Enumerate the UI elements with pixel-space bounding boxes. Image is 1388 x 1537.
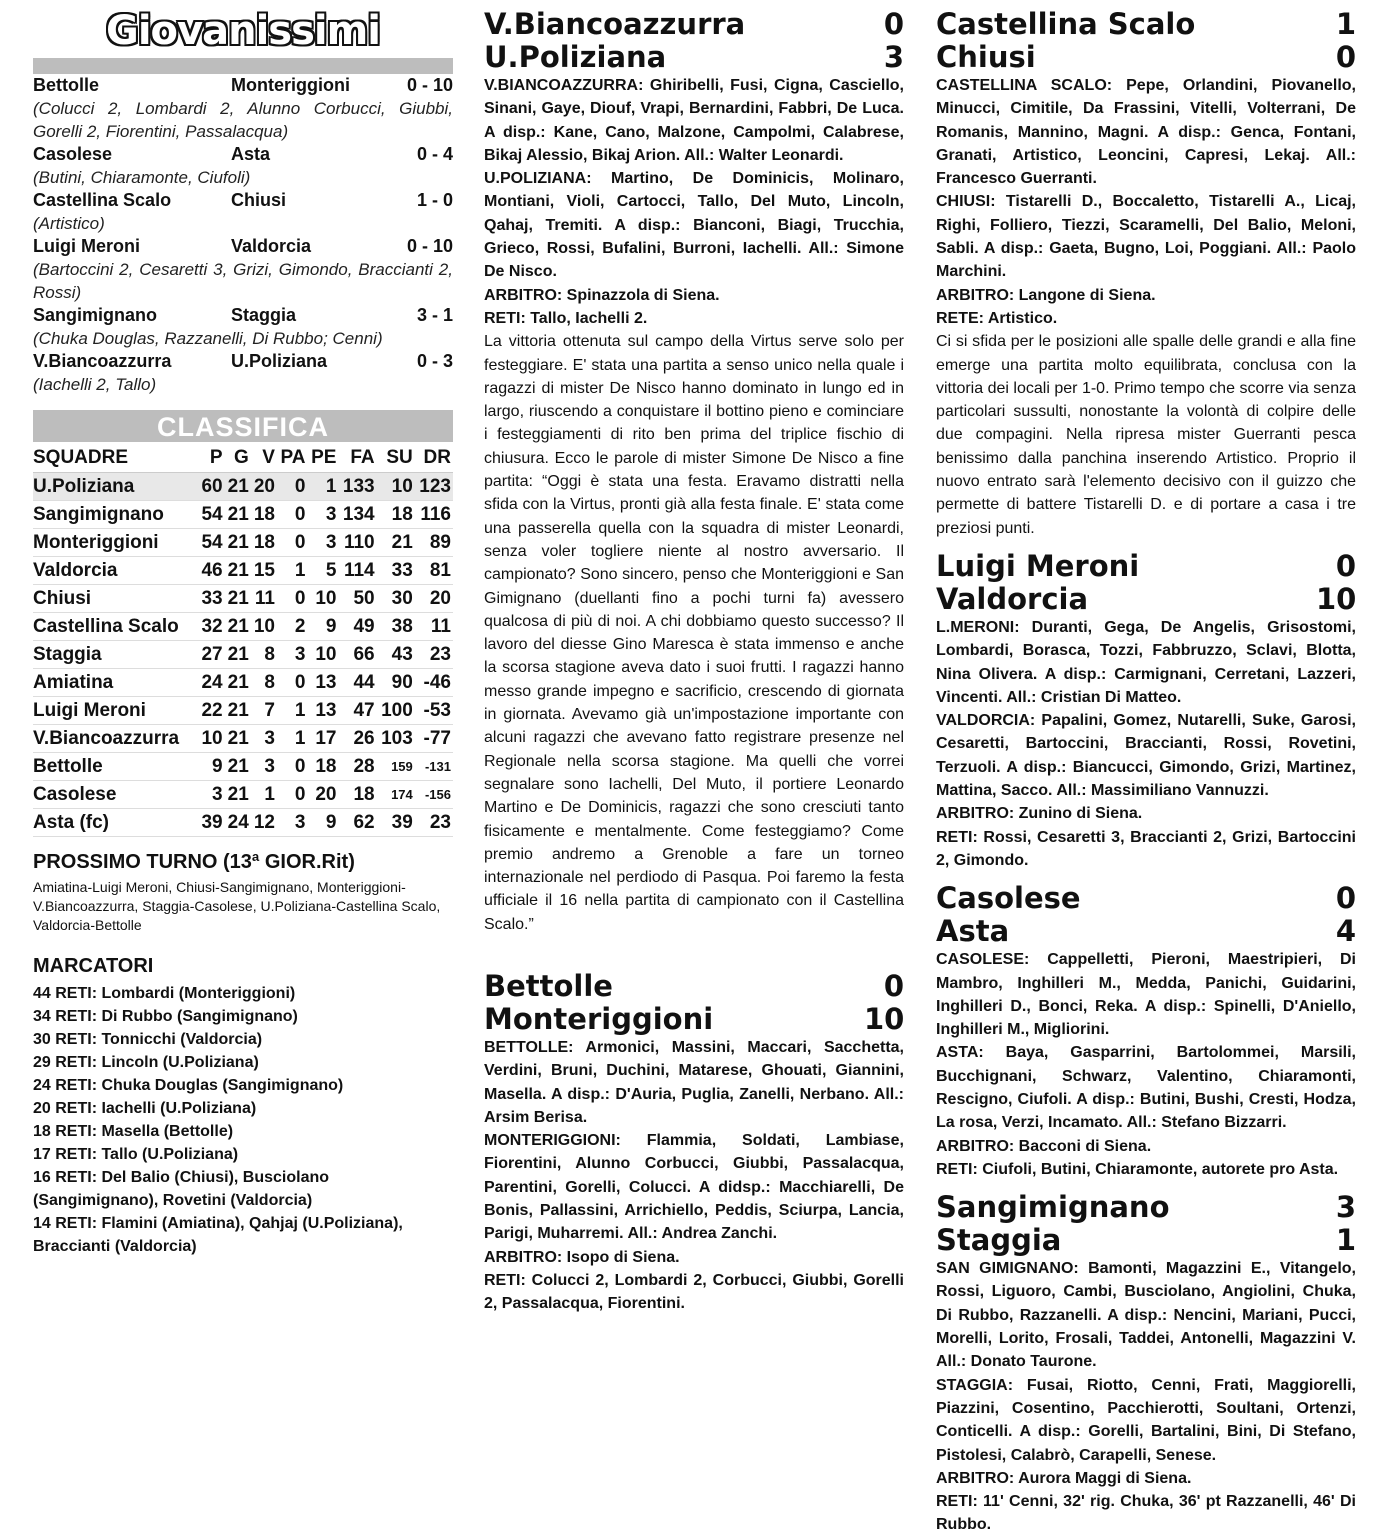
stat-cell: 110 — [338, 529, 376, 557]
stat-cell: 0 — [277, 585, 308, 613]
table-row — [33, 753, 453, 781]
team-name: Amiatina — [33, 669, 198, 697]
report-text: La vittoria ottenuta sul campo della Virtus serve solo per festeggiare. E' stata una partita a senso unico nella quale i ragazzi di mister De Nisco hanno dominato in lungo ed in largo, riuscendo a conquistare il bottino pieno e cominciare i festeggiamenti di rito ben prima del triplice fischio di chiusura. Ecco le parole di mister Simone De Nisco a fine partita: “Oggi è stata una festa. Eravamo distratti nella sfida con la Virtus, pronti già alla festa finale. E' stata come una passerella quella con la squadra di mister Leonardi, senza voler togliere niente al nostro avversario. Il campionato? Sono sincero, penso che Monteriggioni e San Gimignano (duellanti fino a pochi turni fa) avessero qualcosa di più di noi. A chi dobbiamo questo successo? Il lavoro del diesse Gino Maresca è stata immenso e anche la scorsa stagione aveva dato i suoi frutti. I ragazzi hanno messo grande impegno e sacrificio, crescendo di giornata in giornata. Avevamo già un'impostazione importante con alcuni ragazzi che avevano fatto registrare presenze nel Regionale nella scorsa stagione. Ma quelli che vorrei segnalare sono Iachelli, Del Muto, il portiere Leonardo Martino e De Dominicis, ragazzi che sono cresciuti tanto fisicamente e mentalmente. Come festeggiamo? Come premio andremo a Grenoble a fare un torneo internazionale nel perdiodo di Pasqua. Poi faremo la festa ufficiale il 16 nella partita di campionato con il Castellina Scalo.” — [484, 333, 904, 933]
team-name: Valdorcia — [33, 557, 198, 585]
home-goals: 0 — [883, 7, 904, 41]
lineup-home: SAN GIMIGNANO: Bamonti, Magazzini E., Vitangelo, Rossi, Liguoro, Cambi, Busciolano, Angiolini, Chuka, Di Rubbo, Razzanelli. A disp.: Nencini, Mariani, Pucci, Morelli, Lorito, Frosali, Taddei, Antonelli, Magazzini V. All.: Donato Taurone. — [936, 1260, 1356, 1371]
stat-cell: -156 — [415, 781, 453, 809]
stat-cell: 2 — [277, 613, 308, 641]
stat-cell: 0 — [277, 473, 308, 501]
team-name: Castellina Scalo — [33, 613, 198, 641]
stat-cell: 54 — [198, 529, 224, 557]
lineup-home: CASOLESE: Cappelletti, Pieroni, Maestripieri, Di Mambro, Inghilleri M., Medda, Panichi, Guidarini, Inghilleri D., Bonci, Reka. A disp.: Spinelli, D'Aniello, Inghilleri M., Migliorini. — [936, 951, 1356, 1039]
stat-cell: 0 — [277, 669, 308, 697]
score: 3 - 1 — [416, 305, 453, 325]
stat-cell: 18 — [338, 781, 376, 809]
list-item: 17 RETI: Tallo (U.Poliziana) — [33, 1146, 239, 1163]
score: 1 - 0 — [416, 190, 453, 210]
match-home-row — [936, 550, 1356, 583]
match-report — [936, 550, 1356, 872]
table-row — [33, 641, 453, 669]
stat-cell: 3 — [308, 501, 339, 529]
stat-cell: 10 — [308, 585, 339, 613]
left-column — [33, 8, 453, 1258]
stat-cell: 44 — [338, 669, 376, 697]
result-item — [33, 74, 453, 143]
scorers: (Bartoccini 2, Cesaretti 3, Grizi, Gimondo, Braccianti 2, Rossi) — [33, 260, 453, 302]
goals: RETI: 11' Cenni, 32' rig. Chuka, 36' pt Razzanelli, 46' Di Rubbo. — [936, 1493, 1356, 1534]
home-team: Casolese — [33, 144, 113, 164]
score: 0 - 3 — [416, 351, 453, 371]
home-team: V.Biancoazzurra — [33, 351, 172, 371]
stat-cell: 21 — [225, 529, 251, 557]
match-home-row — [936, 1191, 1356, 1224]
away-team: Monteriggioni — [231, 75, 350, 95]
standings-title: CLASSIFICA — [33, 410, 453, 442]
stat-cell: 18 — [251, 529, 277, 557]
stat-cell: 21 — [225, 585, 251, 613]
table-row — [33, 781, 453, 809]
scorers: (Chuka Douglas, Razzanelli, Di Rubbo; Cenni) — [33, 329, 383, 348]
stat-cell: 114 — [338, 557, 376, 585]
home-team: Luigi Meroni — [33, 236, 140, 256]
stat-cell: 13 — [308, 669, 339, 697]
home-team: Sangimignano — [936, 1190, 1170, 1225]
stat-cell: 3 — [277, 809, 308, 837]
lineup-home: CASTELLINA SCALO: Pepe, Orlandini, Piovanello, Minucci, Cimitile, Da Frassini, Vitelli, Volterrani, De Romanis, Mannino, Magni. A disp.: Genca, Fontani, Granati, Artistico, Leoncini, Capresi, Lekaj. All.: Francesco Guerranti. — [936, 77, 1356, 188]
stat-cell: 47 — [338, 697, 376, 725]
stat-cell: 50 — [338, 585, 376, 613]
col-header: PA — [277, 444, 308, 473]
list-item: 16 RETI: Del Balio (Chiusi), Busciolano (Sangimignano), Rovetini (Valdorcia) — [33, 1169, 330, 1209]
team-name: V.Biancoazzurra — [33, 725, 198, 753]
away-team: Staggia — [231, 305, 297, 325]
away-team: Valdorcia — [936, 581, 1089, 616]
table-row — [33, 473, 453, 501]
stat-cell: 49 — [338, 613, 376, 641]
stat-cell: 21 — [225, 613, 251, 641]
col-header: G — [225, 444, 251, 473]
goals: RETI: Colucci 2, Lombardi 2, Corbucci, Giubbi, Gorelli 2, Passalacqua, Fiorentini. — [484, 1271, 904, 1313]
col-header: PE — [308, 444, 339, 473]
stat-cell: 46 — [198, 557, 224, 585]
stat-cell: 33 — [198, 585, 224, 613]
stat-cell: 66 — [338, 641, 376, 669]
team-name: Bettolle — [33, 753, 198, 781]
stat-cell: 23 — [415, 809, 453, 837]
scorers: (Iachelli 2, Tallo) — [33, 375, 157, 394]
col-header: SU — [377, 444, 415, 473]
team-name: U.Poliziana — [33, 473, 198, 501]
referee: ARBITRO: Langone di Siena. — [936, 286, 1156, 304]
away-team: Asta — [936, 914, 1010, 949]
result-item — [33, 143, 453, 189]
away-team: U.Poliziana — [231, 351, 328, 371]
stat-cell: 3 — [198, 781, 224, 809]
stat-cell: 9 — [198, 753, 224, 781]
match-report — [936, 882, 1356, 1181]
match-away-row — [936, 1224, 1356, 1257]
stat-cell: 134 — [338, 501, 376, 529]
list-item: 44 RETI: Lombardi (Monteriggioni) — [33, 985, 296, 1002]
away-team: U.Poliziana — [484, 40, 667, 74]
lineup-away: MONTERIGGIONI: Flammia, Soldati, Lambiase, Fiorentini, Alunno Corbucci, Giubbi, Passalacqua, Parentini, Gorelli, Colucci. A didsp.: Macchiarelli, De Bonis, Pallassini, Arrichiello, Peddis, Sciurpa, Lancia, Parigi, Muharremi. All.: Andrea Zanchi. — [484, 1132, 904, 1243]
stat-cell: -53 — [415, 697, 453, 725]
home-team: Castellina Scalo — [33, 190, 172, 210]
stat-cell: 32 — [198, 613, 224, 641]
stat-cell: 8 — [251, 641, 277, 669]
stat-cell: 20 — [251, 473, 277, 501]
stat-cell: 10 — [308, 641, 339, 669]
stat-cell: 15 — [251, 557, 277, 585]
stat-cell: 90 — [377, 669, 415, 697]
match-away-row — [484, 41, 904, 74]
stat-cell: 100 — [377, 697, 415, 725]
away-team: Monteriggioni — [484, 1001, 714, 1036]
away-team: Chiusi — [936, 40, 1036, 74]
result-item — [33, 189, 453, 235]
stat-cell: 0 — [277, 529, 308, 557]
stat-cell: 20 — [415, 585, 453, 613]
list-item: 14 RETI: Flamini (Amiatina), Qahjaj (U.Poliziana), Braccianti (Valdorcia) — [33, 1215, 403, 1255]
stat-cell: 103 — [377, 725, 415, 753]
stat-cell: -46 — [415, 669, 453, 697]
stat-cell: 54 — [198, 501, 224, 529]
middle-column — [484, 8, 904, 1316]
table-row — [33, 725, 453, 753]
stat-cell: 20 — [308, 781, 339, 809]
match-away-row — [936, 41, 1356, 74]
stat-cell: 39 — [198, 809, 224, 837]
scorers-list — [33, 982, 453, 1258]
away-team: Valdorcia — [231, 236, 312, 256]
results-list — [33, 74, 453, 396]
lineup-away: VALDORCIA: Papalini, Gomez, Nutarelli, Suke, Garosi, Cesaretti, Bartoccini, Braccianti, Rossi, Rovetini, Terzuoli. A disp.: Biancucci, Gimondo, Grizi, Martinez, Mattina, Sacco. All.: Massimiliano Vannuzzi. — [936, 712, 1356, 800]
home-team: Luigi Meroni — [936, 548, 1140, 583]
stat-cell: 22 — [198, 697, 224, 725]
referee: ARBITRO: Spinazzola di Siena. — [484, 286, 720, 304]
stat-cell: 3 — [277, 641, 308, 669]
stat-cell: 11 — [415, 613, 453, 641]
stat-cell: 1 — [308, 473, 339, 501]
lineup-away: U.POLIZIANA: Martino, De Dominicis, Molinaro, Montiani, Violi, Cartocci, Tallo, Del Muto, Lincoln, Qahaj, Tremiti. A disp.: Bianconi, Biagi, Trucchia, Grieco, Rossi, Bufalini, Burroni, Iachelli. All.: Simone De Nisco. — [484, 170, 904, 281]
stat-cell: 12 — [251, 809, 277, 837]
stat-cell: 9 — [308, 613, 339, 641]
stat-cell: 21 — [377, 529, 415, 557]
away-goals: 1 — [1335, 1223, 1356, 1258]
home-team: Casolese — [936, 881, 1081, 916]
stat-cell: 21 — [225, 641, 251, 669]
away-goals: 0 — [1335, 40, 1356, 74]
lineup-away: STAGGIA: Fusai, Riotto, Cenni, Frati, Maggiorelli, Piazzini, Cosentino, Pacchierotti, Soultani, Ortenzi, Conticelli. A disp.: Gorelli, Bartalini, Bini, Di Stefano, Pistolesi, Calabrò, Carapelli, Senese. — [936, 1376, 1356, 1464]
away-goals: 4 — [1335, 914, 1356, 949]
list-item: 24 RETI: Chuka Douglas (Sangimignano) — [33, 1077, 344, 1094]
stat-cell: 5 — [308, 557, 339, 585]
standings-header-row — [33, 444, 453, 473]
team-name: Asta (fc) — [33, 809, 198, 837]
away-goals: 3 — [883, 40, 904, 74]
home-goals: 0 — [883, 968, 904, 1003]
away-team: Staggia — [936, 1223, 1062, 1258]
stat-cell: 174 — [377, 781, 415, 809]
match-away-row — [936, 915, 1356, 948]
lineup-home: BETTOLLE: Armonici, Massini, Maccari, Sacchetta, Verdini, Bruni, Duchini, Matarese, Ghouati, Giannini, Masella. A disp.: D'Auria, Puglia, Zanelli, Nerbano. All.: Arsim Berisa. — [484, 1038, 904, 1126]
stat-cell: 123 — [415, 473, 453, 501]
result-item — [33, 350, 453, 396]
stat-cell: 11 — [251, 585, 277, 613]
scorers: (Butini, Chiaramonte, Ciufoli) — [33, 168, 251, 187]
stat-cell: 38 — [377, 613, 415, 641]
match-report — [484, 970, 904, 1316]
match-away-row — [484, 1003, 904, 1036]
table-row — [33, 529, 453, 557]
lineup-home: V.BIANCOAZZURRA: Ghiribelli, Fusi, Cigna, Casciello, Sinani, Gaye, Diouf, Vrapi, Bernardini, Fabbri, De Luca. A disp.: Kane, Cano, Malzone, Campolmi, Calabrese, Bikaj Alessio, Bikaj Arion. All.: Walter Leonardi. — [484, 77, 904, 164]
standings-table — [33, 444, 453, 837]
stat-cell: 21 — [225, 781, 251, 809]
stat-cell: -77 — [415, 725, 453, 753]
report-text: Ci si sfida per le posizioni alle spalle delle grandi e alla fine emerge una partita molto equilibrata, conclusa con la vittoria dei locali per 1-0. Primo tempo che scorre via senza particolari sussulti, nonostante la volontà di colpire delle due compagini. Nella ripresa mister Guerranti pesca benissimo dalla panchina inserendo Artistico. Proprio il nuovo entrato sarà l'elemento decisivo con il guizzo che permette di battere Tistarelli D. e di portare a casa i tre preziosi punti. — [936, 333, 1356, 537]
match-home-row — [936, 882, 1356, 915]
col-header: DR — [415, 444, 453, 473]
stat-cell: -131 — [415, 753, 453, 781]
stat-cell: 159 — [377, 753, 415, 781]
team-name: Monteriggioni — [33, 529, 198, 557]
list-item: 18 RETI: Masella (Bettolle) — [33, 1123, 234, 1140]
stat-cell: 43 — [377, 641, 415, 669]
referee: ARBITRO: Aurora Maggi di Siena. — [936, 1469, 1192, 1487]
stat-cell: 1 — [251, 781, 277, 809]
stat-cell: 28 — [338, 753, 376, 781]
table-row — [33, 809, 453, 837]
stat-cell: 39 — [377, 809, 415, 837]
right-column — [936, 8, 1356, 1537]
home-team: V.Biancoazzurra — [484, 7, 746, 41]
home-team: Bettolle — [33, 75, 100, 95]
team-name: Chiusi — [33, 585, 198, 613]
home-goals: 0 — [1335, 881, 1356, 916]
section-title: Giovanissimi — [106, 8, 380, 54]
stat-cell: 0 — [277, 501, 308, 529]
away-goals: 10 — [864, 1001, 905, 1036]
scorers: (Artistico) — [33, 214, 105, 233]
stat-cell: 3 — [251, 753, 277, 781]
list-item: 20 RETI: Iachelli (U.Poliziana) — [33, 1100, 257, 1117]
score: 0 - 10 — [406, 75, 453, 95]
stat-cell: 10 — [377, 473, 415, 501]
list-item: 30 RETI: Tonnicchi (Valdorcia) — [33, 1031, 263, 1048]
match-report — [484, 8, 904, 936]
stat-cell: 81 — [415, 557, 453, 585]
table-row — [33, 669, 453, 697]
scorers-title: MARCATORI — [33, 955, 154, 977]
stat-cell: 8 — [251, 669, 277, 697]
stat-cell: 9 — [308, 809, 339, 837]
lineup-home: L.MERONI: Duranti, Gega, De Angelis, Grisostomi, Lombardi, Borasca, Tozzi, Fabbruzzo, Sclavi, Blotta, Nina Olivera. A disp.: Carmignani, Cerretani, Lazzeri, Vincenti. All.: Cristian Di Matteo. — [936, 618, 1356, 706]
result-item — [33, 304, 453, 350]
list-item: 29 RETI: Lincoln (U.Poliziana) — [33, 1054, 259, 1071]
goals: RETI: Tallo, Iachelli 2. — [484, 309, 648, 327]
result-item — [33, 235, 453, 304]
table-row — [33, 501, 453, 529]
stat-cell: 17 — [308, 725, 339, 753]
referee: ARBITRO: Zunino di Siena. — [936, 805, 1143, 823]
stat-cell: 10 — [251, 613, 277, 641]
next-round-title: PROSSIMO TURNO (13ª GIOR.Rit) — [33, 851, 355, 873]
match-away-row — [936, 583, 1356, 616]
table-row — [33, 585, 453, 613]
stat-cell: 26 — [338, 725, 376, 753]
col-header: FA — [338, 444, 376, 473]
stat-cell: 27 — [198, 641, 224, 669]
goals: RETI: Ciufoli, Butini, Chiaramonte, autorete pro Asta. — [936, 1160, 1339, 1178]
home-team: Bettolle — [484, 968, 613, 1003]
stat-cell: 3 — [308, 529, 339, 557]
match-home-row — [484, 970, 904, 1003]
stat-cell: 3 — [251, 725, 277, 753]
stat-cell: 18 — [308, 753, 339, 781]
stat-cell: 13 — [308, 697, 339, 725]
table-row — [33, 613, 453, 641]
stat-cell: 89 — [415, 529, 453, 557]
stat-cell: 21 — [225, 557, 251, 585]
lineup-away: ASTA: Baya, Gasparrini, Bartolommei, Marsili, Bucchignani, Schwarz, Valentino, Chiaramonti, Rescigno, Ciufoli. A disp.: Butini, Bushi, Cresti, Hodza, La rosa, Verzi, Incamato. All.: Stefano Bizzarri. — [936, 1044, 1356, 1132]
home-team: Sangimignano — [33, 305, 158, 325]
stat-cell: 21 — [225, 473, 251, 501]
stat-cell: 21 — [225, 669, 251, 697]
home-goals: 0 — [1335, 548, 1356, 583]
col-header: SQUADRE — [33, 444, 198, 473]
stat-cell: 1 — [277, 557, 308, 585]
section-header — [33, 8, 453, 74]
stat-cell: 1 — [277, 725, 308, 753]
score: 0 - 4 — [416, 144, 453, 164]
stat-cell: 23 — [415, 641, 453, 669]
match-home-row — [936, 8, 1356, 41]
stat-cell: 21 — [225, 697, 251, 725]
next-round-fixtures: Amiatina-Luigi Meroni, Chiusi-Sangimignano, Monteriggioni-V.Biancoazzurra, Staggia-Casolese, U.Poliziana-Castellina Scalo, Valdorcia-Bettolle — [33, 879, 441, 933]
referee: ARBITRO: Bacconi di Siena. — [936, 1137, 1152, 1155]
stat-cell: 1 — [277, 697, 308, 725]
stat-cell: 21 — [225, 725, 251, 753]
stat-cell: 0 — [277, 753, 308, 781]
stat-cell: 18 — [377, 501, 415, 529]
away-team: Asta — [231, 144, 271, 164]
home-goals: 1 — [1335, 7, 1356, 41]
team-name: Casolese — [33, 781, 198, 809]
stat-cell: 33 — [377, 557, 415, 585]
stat-cell: 10 — [198, 725, 224, 753]
lineup-away: CHIUSI: Tistarelli D., Boccaletto, Tistarelli A., Licaj, Righi, Folliero, Tiezzi, Scaramelli, Del Balio, Meloni, Sabli. A disp.: Gaeta, Bugno, Loi, Poggiani. All.: Paolo Marchini. — [936, 193, 1356, 281]
goals: RETI: Rossi, Cesaretti 3, Braccianti 2, Grizi, Bartoccini 2, Gimondo. — [936, 828, 1356, 869]
home-goals: 3 — [1335, 1190, 1356, 1225]
match-home-row — [484, 8, 904, 41]
referee: ARBITRO: Isopo di Siena. — [484, 1248, 680, 1266]
away-goals: 10 — [1316, 581, 1357, 616]
away-team: Chiusi — [231, 190, 287, 210]
stat-cell: 30 — [377, 585, 415, 613]
team-name: Sangimignano — [33, 501, 198, 529]
stat-cell: 18 — [251, 501, 277, 529]
team-name: Luigi Meroni — [33, 697, 198, 725]
goals: RETE: Artistico. — [936, 309, 1058, 327]
stat-cell: 62 — [338, 809, 376, 837]
stat-cell: 133 — [338, 473, 376, 501]
score: 0 - 10 — [406, 236, 453, 256]
team-name: Staggia — [33, 641, 198, 669]
stat-cell: 24 — [225, 809, 251, 837]
stat-cell: 21 — [225, 753, 251, 781]
match-report — [936, 1191, 1356, 1537]
list-item: 34 RETI: Di Rubbo (Sangimignano) — [33, 1008, 298, 1025]
stat-cell: 0 — [277, 781, 308, 809]
scorers: (Colucci 2, Lombardi 2, Alunno Corbucci, Giubbi, Gorelli 2, Fiorentini, Passalacqua) — [33, 99, 453, 141]
table-row — [33, 557, 453, 585]
match-report — [936, 8, 1356, 540]
col-header: P — [198, 444, 224, 473]
home-team: Castellina Scalo — [936, 7, 1196, 41]
stat-cell: 21 — [225, 501, 251, 529]
col-header: V — [251, 444, 277, 473]
stat-cell: 60 — [198, 473, 224, 501]
stat-cell: 7 — [251, 697, 277, 725]
stat-cell: 24 — [198, 669, 224, 697]
table-row — [33, 697, 453, 725]
stat-cell: 116 — [415, 501, 453, 529]
